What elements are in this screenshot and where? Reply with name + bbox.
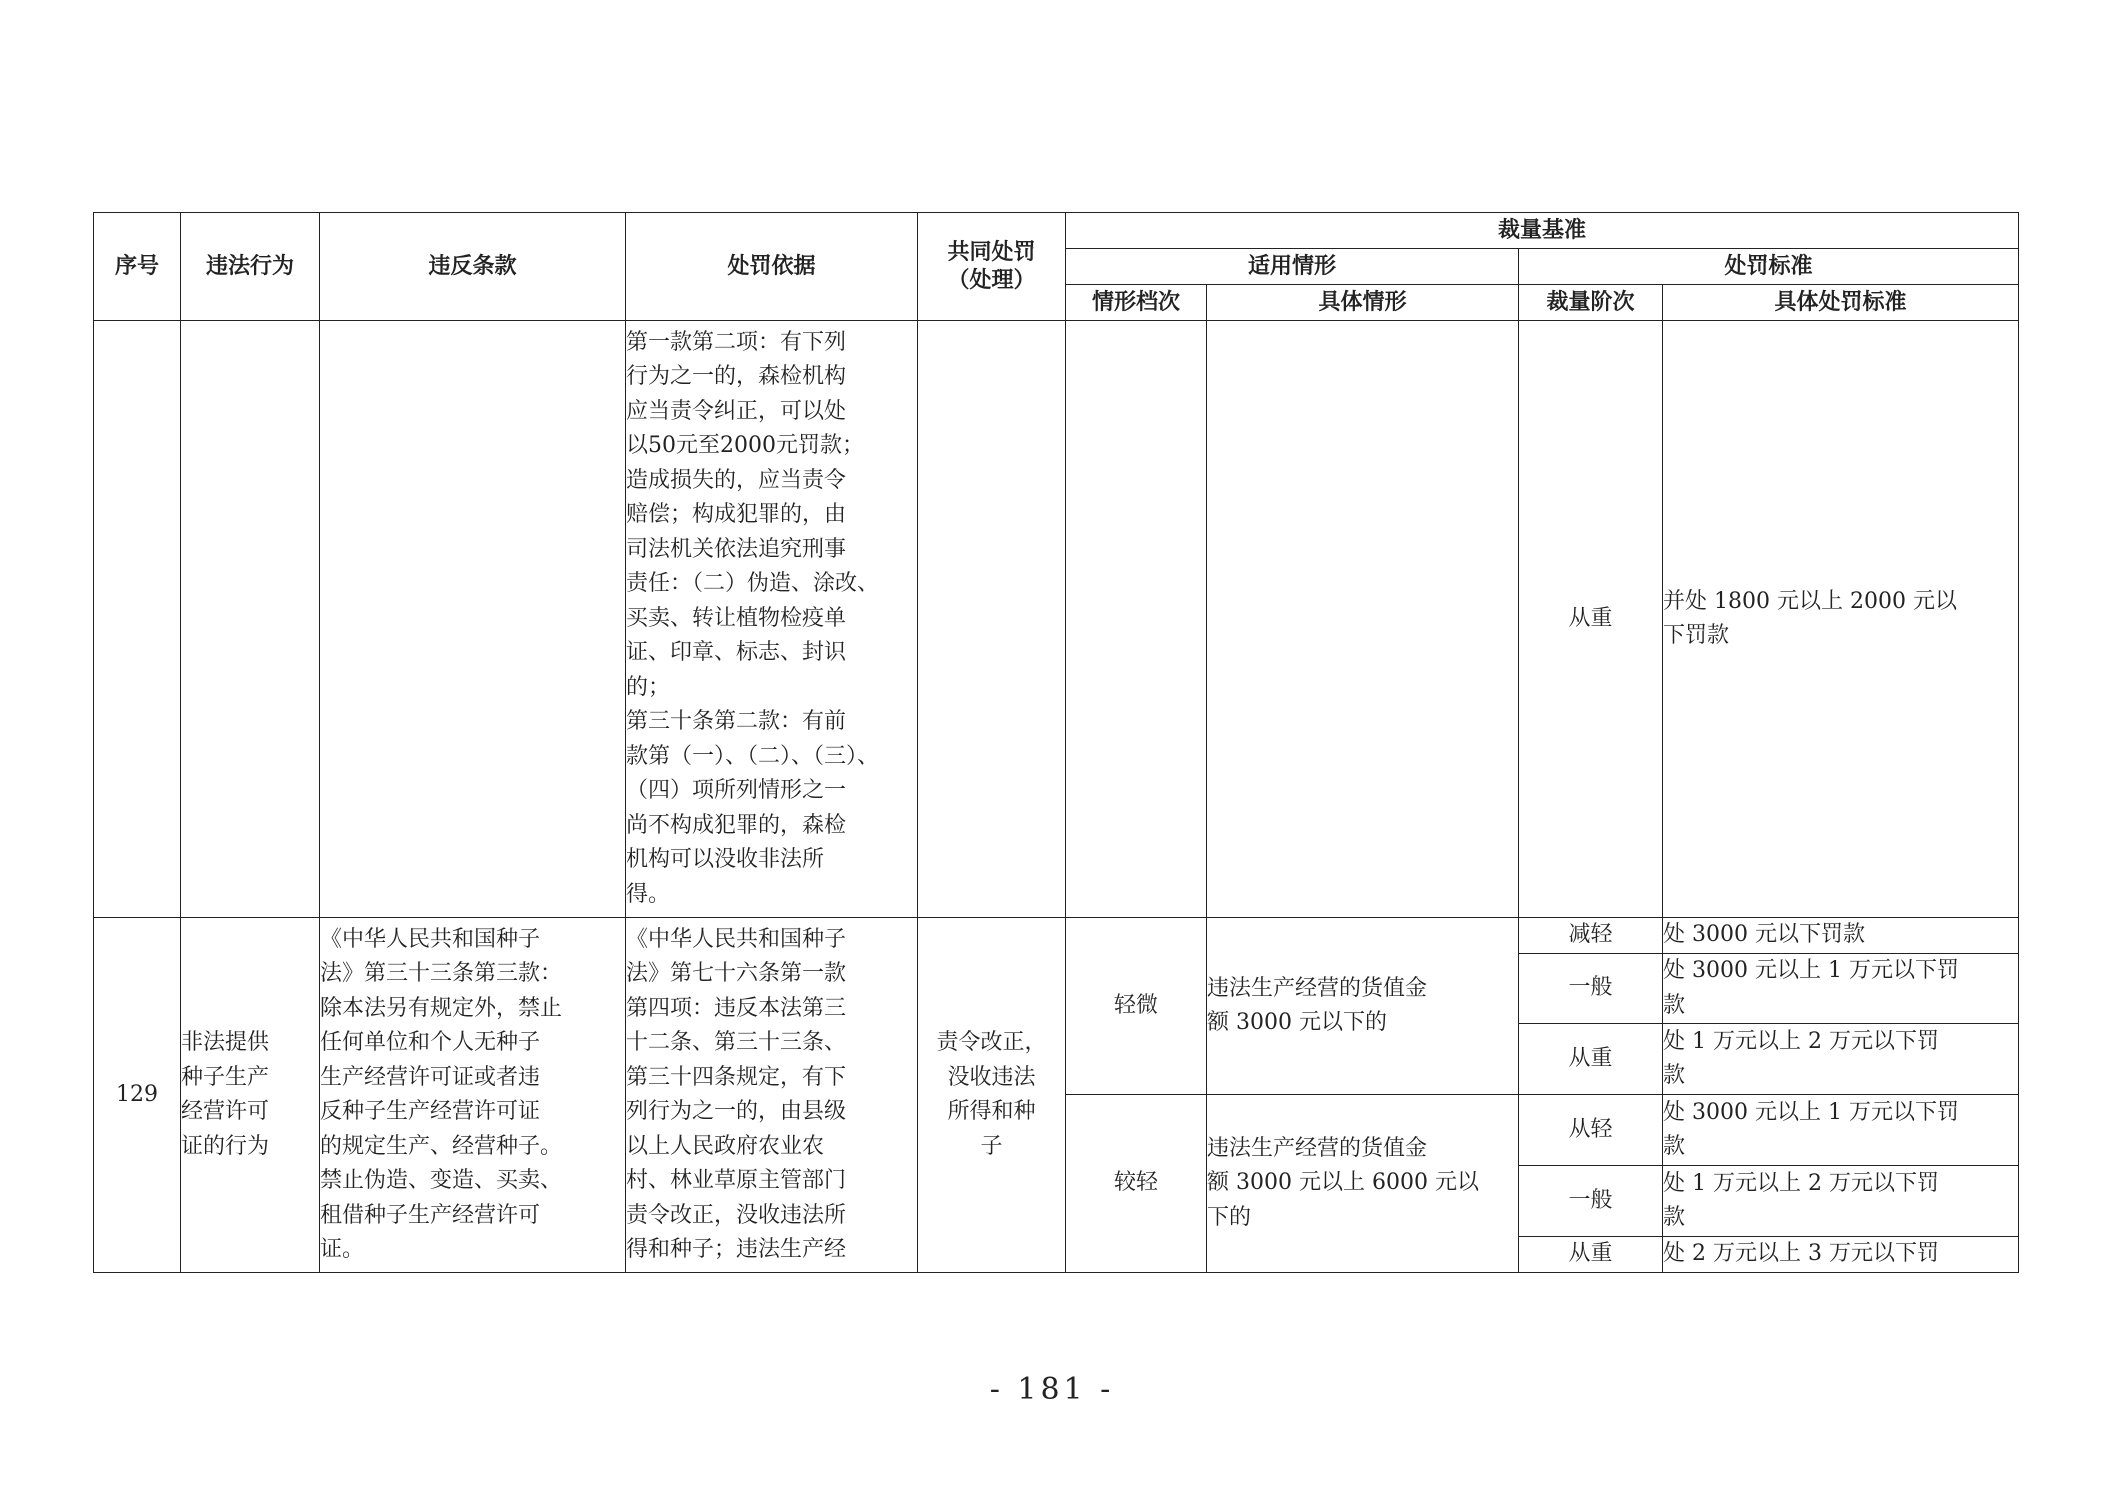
text-line: 赔偿；构成犯罪的，由 — [626, 502, 847, 528]
header-behavior: 违法行为 — [181, 213, 320, 321]
group2-situation — [1207, 1095, 1519, 1273]
cont-clause-cell — [320, 321, 626, 918]
text-line: 《中华人民共和国种子 — [626, 926, 847, 952]
header-situation: 具体情形 — [1207, 285, 1519, 321]
cont-seq-cell — [94, 321, 181, 918]
text-line: 处 1 万元以上 2 万元以下罚 — [1663, 1170, 1939, 1196]
row129-basis — [626, 918, 918, 1273]
group1-item3-standard-text — [1663, 1025, 2018, 1094]
text-line: 以50元至2000元罚款； — [626, 433, 864, 459]
group2-item2-degree: 一般 — [1519, 1166, 1663, 1237]
group1-item1-standard-text — [1663, 918, 2018, 953]
text-line: 法》第三十三条第三款： — [320, 961, 563, 986]
row129-behavior — [181, 918, 320, 1273]
text-line: 尚不构成犯罪的，森检 — [626, 812, 847, 838]
text-line: 处 2 万元以上 3 万元以下罚 — [1663, 1241, 1939, 1267]
group1-situation-text — [1207, 972, 1518, 1041]
text-line: 违法生产经营的货值金 — [1207, 975, 1428, 1001]
group2-item3-standard-text — [1663, 1237, 2018, 1272]
group1-item3-standard — [1663, 1024, 2019, 1095]
row129-clause-text — [320, 923, 625, 1268]
header-discretion: 裁量基准 — [1066, 213, 2019, 249]
group1-situation — [1207, 918, 1519, 1095]
text-line: 的； — [626, 674, 671, 700]
cont-standard-cell — [1663, 321, 2019, 918]
text-line: 的规定生产、经营种子。 — [320, 1133, 563, 1159]
cont-basis-cell — [626, 321, 918, 918]
text-line: 处 3000 元以上 1 万元以下罚 — [1663, 958, 1959, 983]
text-line: 租借种子生产经营许可 — [320, 1202, 541, 1228]
text-line: 《中华人民共和国种子 — [320, 926, 541, 952]
text-line: 处 1 万元以上 2 万元以下罚 — [1663, 1028, 1939, 1054]
text-line: 第一款第二项：有下列 — [626, 329, 847, 355]
text-line: 反种子生产经营许可证 — [320, 1099, 541, 1124]
row129-clause — [320, 918, 626, 1273]
text-line: 证、印章、标志、封识 — [626, 640, 847, 666]
group2-item3-standard — [1663, 1237, 2019, 1273]
cont-behavior-cell — [181, 321, 320, 918]
table-row-continued — [94, 321, 2019, 918]
group2-item1-standard — [1663, 1095, 2019, 1166]
group2-item3-degree: 从重 — [1519, 1237, 1663, 1273]
text-line: 违法生产经营的货值金 — [1207, 1135, 1428, 1161]
text-line: 处 3000 元以上 1 万元以下罚 — [1663, 1099, 1959, 1125]
text-line: 第四项：违反本法第三 — [626, 995, 847, 1021]
row129-common-text — [918, 1026, 1065, 1164]
text-line: 司法机关依法追究刑事 — [626, 536, 847, 562]
header-level: 情形档次 — [1066, 285, 1207, 321]
cont-situation-cell — [1207, 321, 1519, 918]
text-line: 以上人民政府农业农 — [626, 1133, 825, 1159]
text-line: 下的 — [1207, 1204, 1252, 1230]
table-row-129 — [94, 918, 2019, 954]
text-line: 证的行为 — [181, 1133, 270, 1159]
text-line: 款第（一）、（二）、（三）、 — [626, 743, 880, 769]
header-specific-standard: 具体处罚标准 — [1663, 285, 2019, 321]
group2-item1-standard-text — [1663, 1096, 2018, 1165]
text-line: 十二条、第三十三条、 — [626, 1030, 847, 1055]
text-line: 禁止伪造、变造、买卖、 — [320, 1168, 563, 1193]
cont-standard-text — [1663, 585, 2018, 654]
group2-level: 较轻 — [1066, 1095, 1207, 1273]
text-line: 得。 — [626, 881, 671, 907]
group2-situation-text — [1207, 1132, 1518, 1236]
group1-item2-standard-text — [1663, 954, 2018, 1023]
header-common-penalty — [918, 213, 1066, 321]
group1-level: 轻微 — [1066, 918, 1207, 1095]
text-line: 任何单位和个人无种子 — [320, 1030, 541, 1055]
header-common-penalty-line2: （处理） — [947, 267, 1036, 293]
text-line: 造成损失的，应当责令 — [626, 467, 847, 493]
row129-seq: 129 — [94, 918, 181, 1273]
text-line: 第三十四条规定，有下 — [626, 1064, 847, 1090]
group1-item2-degree: 一般 — [1519, 954, 1663, 1024]
penalty-discretion-table — [93, 212, 2019, 1273]
group1-item1-standard — [1663, 918, 2019, 954]
text-line: 第三十条第二款：有前 — [626, 709, 847, 735]
header-applicable: 适用情形 — [1066, 249, 1519, 285]
text-line: 款 — [1663, 1205, 1686, 1230]
text-line: 所得和种 — [947, 1099, 1036, 1124]
text-line: 村、林业草原主管部门 — [626, 1168, 847, 1193]
group1-item2-standard — [1663, 954, 2019, 1024]
text-line: 除本法另有规定外，禁止 — [320, 995, 563, 1021]
text-line: 下罚款 — [1663, 623, 1730, 648]
group1-item3-degree: 从重 — [1519, 1024, 1663, 1095]
header-basis: 处罚依据 — [626, 213, 918, 321]
row129-behavior-text — [181, 1026, 319, 1164]
text-line: 款 — [1663, 1134, 1686, 1159]
text-line: 种子生产 — [181, 1064, 270, 1090]
header-clause: 违反条款 — [320, 213, 626, 321]
text-line: 款 — [1663, 1063, 1686, 1088]
text-line: 机构可以没收非法所 — [626, 847, 825, 873]
text-line: 法》第七十六条第一款 — [626, 961, 847, 986]
cont-basis-text — [626, 326, 917, 913]
text-line: 应当责令纠正，可以处 — [626, 398, 847, 424]
text-line: 款 — [1663, 992, 1686, 1018]
text-line: 证。 — [320, 1237, 365, 1262]
page-number: - 181 - — [989, 1372, 1115, 1407]
group2-item1-degree: 从轻 — [1519, 1095, 1663, 1166]
header-standard: 处罚标准 — [1519, 249, 2019, 285]
row129-common — [918, 918, 1066, 1273]
text-line: 责令改正， — [936, 1030, 1047, 1055]
header-degree: 裁量阶次 — [1519, 285, 1663, 321]
header-common-penalty-line1: 共同处罚 — [947, 239, 1036, 265]
text-line: 没收违法 — [947, 1064, 1036, 1090]
text-line: 并处 1800 元以上 2000 元以 — [1663, 588, 1957, 614]
text-line: 处 3000 元以下罚款 — [1663, 922, 1865, 948]
text-line: 生产经营许可证或者违 — [320, 1064, 541, 1090]
text-line: 列行为之一的，由县级 — [626, 1099, 847, 1124]
text-line: 额 3000 元以下的 — [1207, 1010, 1387, 1035]
text-line: （四）项所列情形之一 — [626, 778, 847, 804]
text-line: 得和种子；违法生产经 — [626, 1237, 847, 1262]
text-line: 经营许可 — [181, 1099, 270, 1124]
group1-item1-degree: 减轻 — [1519, 918, 1663, 954]
text-line: 非法提供 — [181, 1030, 270, 1055]
text-line: 额 3000 元以上 6000 元以 — [1207, 1170, 1479, 1196]
text-line: 行为之一的，森检机构 — [626, 364, 847, 390]
cont-degree-cell: 从重 — [1519, 321, 1663, 918]
text-line: 责任：（二）伪造、涂改、 — [626, 571, 880, 597]
text-line: 责令改正，没收违法所 — [626, 1202, 847, 1228]
group2-item2-standard-text — [1663, 1167, 2018, 1236]
text-line: 子 — [980, 1133, 1003, 1159]
group2-item2-standard — [1663, 1166, 2019, 1237]
cont-level-cell — [1066, 321, 1207, 918]
text-line: 买卖、转让植物检疫单 — [626, 605, 847, 631]
cont-common-cell — [918, 321, 1066, 918]
header-seq: 序号 — [94, 213, 181, 321]
row129-basis-text — [626, 923, 917, 1268]
